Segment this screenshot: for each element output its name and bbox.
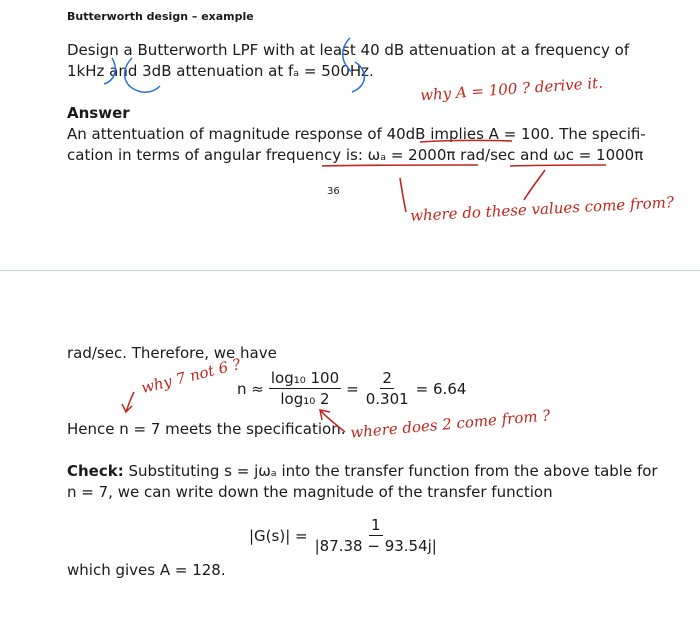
ink-underline-omega-c [510, 165, 606, 166]
ink-bracket-kHz [104, 58, 115, 84]
ink-pointer-left [400, 178, 406, 212]
fraction-magnitude-numerator: 1 [370, 516, 381, 534]
check-text: Substituting s = jωₐ into the transfer function from the above table for [123, 462, 658, 480]
annotation-where-2: where does 2 come from ? [349, 406, 551, 442]
fraction-numeric-denominator: 0.301 [365, 390, 409, 408]
check-line-2: n = 7, we can write down the magnitude of the transfer function [67, 483, 553, 501]
ink-bracket-and [125, 58, 160, 92]
answer-line-1: An attentuation of magnitude response of 40dB implies A = 100. The specifi- [67, 125, 646, 143]
ink-arrow-where2 [320, 410, 345, 432]
ink-underline-omega-a [322, 165, 478, 166]
hence-line: Hence n = 7 meets the specification. [67, 420, 346, 438]
gives-line: which gives A = 128. [67, 561, 226, 579]
problem-line-2: 1kHz and 3dB attenuation at fₐ = 500Hz. [67, 62, 374, 80]
ink-pointer-right [524, 170, 545, 200]
fraction-log-denominator: log₁₀ 2 [280, 390, 330, 408]
ink-bracket-left [343, 38, 352, 72]
check-label: Check: [67, 462, 124, 480]
fraction-log-numerator: log₁₀ 100 [270, 369, 340, 387]
ink-bracket-right [352, 62, 364, 92]
fraction-numeric-numerator: 2 [382, 369, 392, 387]
eq2-lhs: |G(s)| = [249, 526, 308, 545]
annotation-where-values: where do these values come from? [409, 193, 675, 225]
eq-equals: = [346, 379, 359, 398]
rad-sec-line: rad/sec. Therefore, we have [67, 344, 277, 362]
annotation-why-a: why A = 100 ? derive it. [419, 73, 604, 105]
slide-title: Butterworth design – example [67, 10, 254, 23]
answer-heading: Answer [67, 104, 130, 122]
eq-lhs: n ≈ [237, 379, 264, 398]
annotation-why-7: why 7 not 6 ? [139, 354, 243, 398]
page-number: 36 [327, 186, 340, 197]
ink-arrow-why7 [122, 392, 134, 412]
eq-result: = 6.64 [415, 379, 467, 398]
problem-line-1: Design a Butterworth LPF with at least 40 dB attenuation at a frequency of [67, 41, 630, 59]
fraction-magnitude-denominator: |87.38 − 93.54j| [314, 537, 437, 555]
ink-underline-a100 [420, 140, 512, 142]
answer-line-2: cation in terms of angular frequency is: ωₐ = 2000π rad/sec and ωc = 1000π [67, 146, 644, 164]
